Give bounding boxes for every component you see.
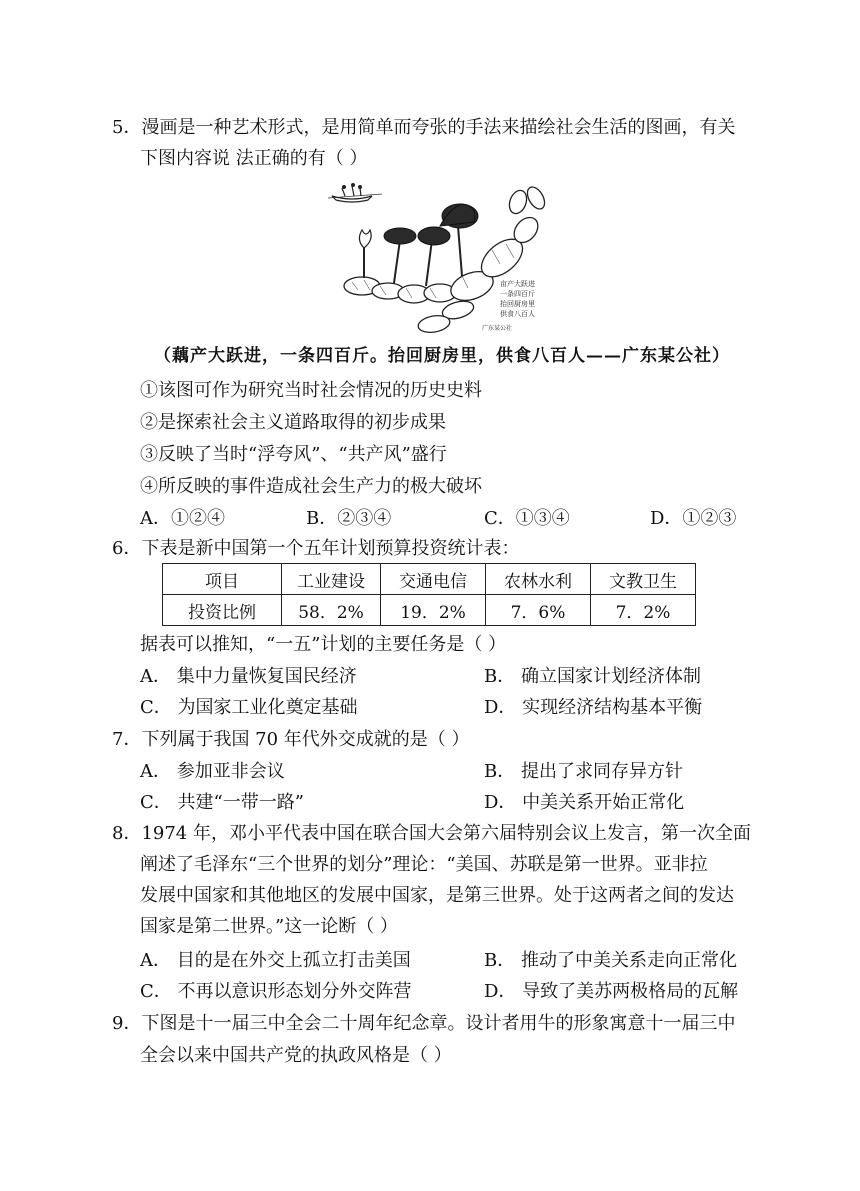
q9-stem-line2: 全会以来中国共产党的执政风格是（ ） bbox=[140, 1045, 452, 1066]
cartoon-handwriting-4: 供食八百人 bbox=[500, 310, 535, 318]
q8-stem-line1: 8．1974 年，邓小平代表中国在联合国大会第六届特别会议上发言，第一次全面 bbox=[112, 823, 751, 844]
q7-option-b[interactable]: B． 提出了求同存异方针 bbox=[484, 761, 683, 782]
q8-option-d[interactable]: D． 导致了美苏两极格局的瓦解 bbox=[484, 981, 739, 1002]
q5-stem-line2: 下图内容说 法正确的有（ ） bbox=[140, 148, 368, 169]
q6-option-c[interactable]: C． 为国家工业化奠定基础 bbox=[140, 697, 358, 718]
q7-option-d[interactable]: D． 中美关系开始正常化 bbox=[484, 792, 685, 813]
investment-table bbox=[162, 563, 696, 626]
table-header-row bbox=[163, 564, 696, 595]
q7-stem: 7．下列属于我国 70 年代外交成就的是（ ） bbox=[112, 729, 470, 750]
table-header-cell: 农林水利 bbox=[486, 564, 591, 595]
q8-option-c[interactable]: C． 不再以意识形态划分外交阵营 bbox=[140, 981, 412, 1002]
cartoon-handwriting-2: 一条四百斤 bbox=[500, 290, 535, 298]
cartoon-handwriting-1: 亩产大跃进 bbox=[500, 280, 535, 288]
q8-stem-line2: 阐述了毛泽东“三个世界的划分”理论：“美国、苏联是第一世界。亚非拉 bbox=[140, 854, 708, 875]
cartoon-signature: 广东某公社 bbox=[482, 325, 513, 332]
q5-statement-1: ①该图可作为研究当时社会情况的历史史料 bbox=[140, 380, 482, 401]
q8-stem-line3: 发展中国家和其他地区的发展中国家，是第三世界。处于这两者之间的发达 bbox=[140, 885, 734, 906]
table-cell: 58．2% bbox=[282, 595, 381, 626]
q5-statement-4: ④所反映的事件造成社会生产力的极大破坏 bbox=[140, 476, 482, 497]
q6-option-d[interactable]: D． 实现经济结构基本平衡 bbox=[484, 697, 703, 718]
q9-stem-line1: 9．下图是十一届三中全会二十周年纪念章。设计者用牛的形象寓意十一届三中 bbox=[112, 1013, 736, 1034]
table-cell: 19．2% bbox=[381, 595, 486, 626]
table-cell: 投资比例 bbox=[163, 595, 282, 626]
q8-option-a[interactable]: A． 目的是在外交上孤立打击美国 bbox=[140, 950, 411, 971]
table-header-cell: 交通电信 bbox=[381, 564, 486, 595]
table-cell: 7．2% bbox=[591, 595, 696, 626]
table-header-cell: 项目 bbox=[163, 564, 282, 595]
cartoon-handwriting-3: 抬回厨房里 bbox=[500, 300, 535, 308]
q6-option-b[interactable]: B． 确立国家计划经济体制 bbox=[484, 666, 701, 687]
q5-statement-2: ②是探索社会主义道路取得的初步成果 bbox=[140, 412, 446, 433]
q6-question: 据表可以推知，“一五”计划的主要任务是（ ） bbox=[140, 634, 507, 655]
q5-option-d[interactable]: D．①②③ bbox=[650, 508, 737, 529]
table-header-cell: 工业建设 bbox=[282, 564, 381, 595]
q8-stem-line4: 国家是第二世界。”这一论断（ ） bbox=[140, 916, 398, 937]
q5-cartoon-caption: （藕产大跃进，一条四百斤。抬回厨房里，供食八百人——广东某公社） bbox=[154, 346, 730, 366]
table-header-cell: 文教卫生 bbox=[591, 564, 696, 595]
q7-option-a[interactable]: A． 参加亚非会议 bbox=[140, 761, 285, 782]
table-row bbox=[163, 595, 696, 626]
q5-option-a[interactable]: A．①②④ bbox=[140, 508, 225, 529]
q6-option-a[interactable]: A． 集中力量恢复国民经济 bbox=[140, 666, 357, 687]
lotus-root-cartoon bbox=[322, 178, 584, 338]
q5-option-b[interactable]: B．②③④ bbox=[306, 508, 392, 529]
q8-option-b[interactable]: B． 推动了中美关系走向正常化 bbox=[484, 950, 737, 971]
q6-stem: 6．下表是新中国第一个五年计划预算投资统计表： bbox=[112, 538, 520, 559]
q5-stem-line1: 5．漫画是一种艺术形式，是用简单而夸张的手法来描绘社会生活的图画，有关 bbox=[112, 117, 736, 138]
table-cell: 7．6% bbox=[486, 595, 591, 626]
q5-statement-3: ③反映了当时“浮夸风”、“共产风”盛行 bbox=[140, 444, 447, 465]
q5-option-c[interactable]: C．①③④ bbox=[484, 508, 570, 529]
q7-option-c[interactable]: C． 共建“一带一路” bbox=[140, 792, 304, 813]
